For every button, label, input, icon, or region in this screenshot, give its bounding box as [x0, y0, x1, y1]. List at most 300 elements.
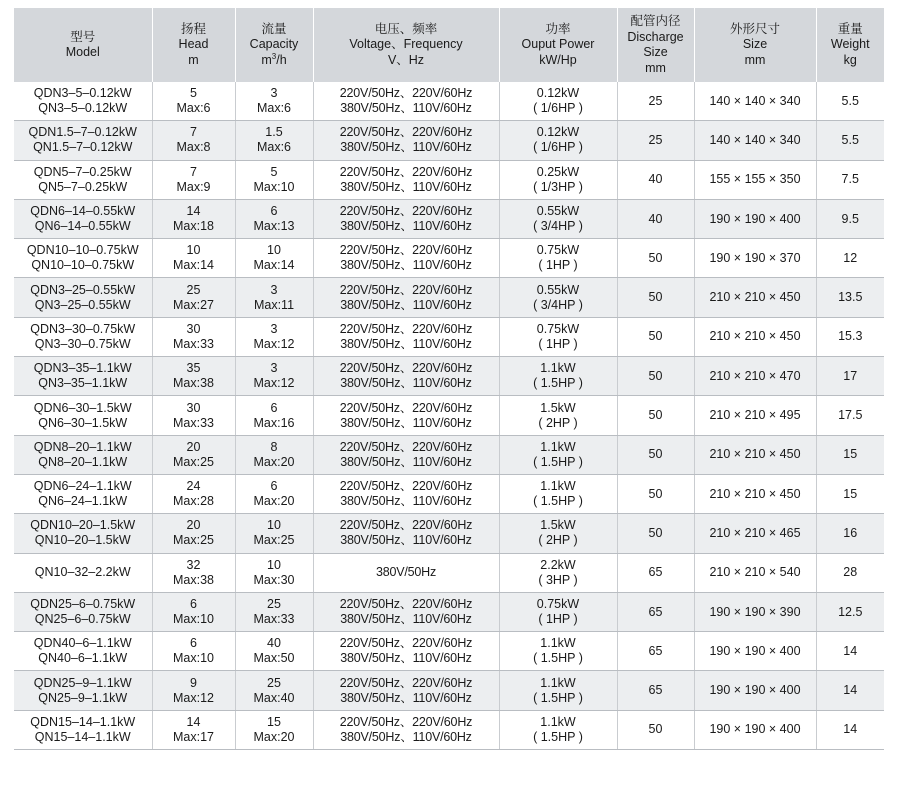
- cell-model: [14, 199, 152, 238]
- discharge-en-label: Discharge Size: [627, 29, 684, 59]
- cell-voltage-line: 380V/50Hz、110V/60Hz: [340, 454, 472, 469]
- cell-power: [499, 592, 617, 631]
- cell-model: [14, 357, 152, 396]
- cell-power-line: 1.1kW: [540, 714, 576, 729]
- cell-power-line: ( 1.5HP ): [533, 729, 583, 744]
- cell-head-line: Max:27: [173, 297, 214, 312]
- cell-head-line: 32: [186, 557, 201, 572]
- cell-capacity: [235, 474, 313, 513]
- table-row: [14, 317, 884, 356]
- cell-voltage-line: 380V/50Hz: [375, 565, 437, 580]
- cell-voltage-line: 380V/50Hz、110V/60Hz: [340, 297, 472, 312]
- cell-model: [14, 317, 152, 356]
- cell-discharge: 50: [617, 317, 694, 356]
- cell-model-line: QN3–25–0.55kW: [34, 297, 131, 312]
- cell-head-line: Max:17: [173, 729, 214, 744]
- table-row: [14, 632, 884, 671]
- cell-head-line: Max:12: [173, 690, 214, 705]
- cell-capacity: [235, 514, 313, 553]
- header-voltage: 电压、频率 Voltage、Frequency V、Hz: [313, 8, 499, 82]
- cell-model-line: QN25–6–0.75kW: [34, 612, 131, 626]
- cell-power-line: ( 1HP ): [538, 336, 578, 351]
- table-row: [14, 710, 884, 749]
- cell-power-line: 1.5kW: [540, 400, 576, 415]
- cell-head-line: Max:25: [173, 533, 214, 548]
- cell-power-line: 0.75kW: [536, 321, 580, 336]
- cell-head-line: 6: [190, 597, 197, 611]
- cell-model: [14, 514, 152, 553]
- capacity-unit: $m^3/h$: [261, 51, 287, 67]
- cell-power: [499, 357, 617, 396]
- cell-model-line: QDN3–25–0.55kW: [30, 282, 136, 297]
- cell-weight: 16: [816, 514, 884, 553]
- cell-power-line: ( 1.5HP ): [533, 454, 583, 469]
- cell-power: [499, 160, 617, 199]
- cell-size: 190 × 190 × 370: [694, 239, 816, 278]
- cell-model-line: QN6–24–1.1kW: [38, 494, 128, 509]
- cell-size: 155 × 155 × 350: [694, 160, 816, 199]
- cell-capacity-line: Max:33: [253, 612, 295, 626]
- cell-voltage: [313, 592, 499, 631]
- cell-capacity: [235, 632, 313, 671]
- cell-model: [14, 553, 152, 592]
- cell-power-line: ( 1.5HP ): [533, 494, 583, 509]
- header-model: 型号 Model: [14, 8, 152, 82]
- cell-power-line: 0.55kW: [536, 204, 580, 219]
- cell-power-line: 2.2kW: [540, 557, 576, 572]
- header-capacity: 流量 Capacity $m^3/h$: [235, 8, 313, 82]
- cell-model-line: QN5–7–0.25kW: [38, 179, 128, 194]
- cell-capacity-line: Max:50: [253, 651, 295, 666]
- cell-voltage: [313, 278, 499, 317]
- cell-capacity: [235, 199, 313, 238]
- cell-weight: 15: [816, 435, 884, 474]
- header-size: 外形尺寸 Size mm: [694, 8, 816, 82]
- cell-size: 190 × 190 × 400: [694, 632, 816, 671]
- cell-voltage-line: 380V/50Hz、110V/60Hz: [340, 651, 472, 666]
- cell-capacity: [235, 317, 313, 356]
- cell-capacity: [235, 239, 313, 278]
- cell-voltage-line: 220V/50Hz、220V/60Hz: [339, 361, 473, 376]
- cell-model-line: QDN25–6–0.75kW: [30, 597, 136, 611]
- cell-head-line: 9: [190, 675, 197, 690]
- cell-voltage-line: 220V/50Hz、220V/60Hz: [339, 597, 473, 611]
- cell-head: [152, 82, 235, 121]
- cell-weight: 28: [816, 553, 884, 592]
- cell-discharge: 65: [617, 671, 694, 710]
- cell-voltage-line: 220V/50Hz、220V/60Hz: [339, 204, 473, 219]
- cell-size: 210 × 210 × 450: [694, 474, 816, 513]
- cell-capacity-line: 3: [270, 321, 278, 336]
- cell-voltage-line: 380V/50Hz、110V/60Hz: [340, 376, 472, 391]
- cell-size: 190 × 190 × 390: [694, 592, 816, 631]
- cell-discharge: 25: [617, 121, 694, 160]
- cell-model: [14, 671, 152, 710]
- cell-head: [152, 199, 235, 238]
- cell-head-line: Max:25: [173, 454, 214, 469]
- cell-capacity-line: 10: [267, 243, 281, 258]
- cell-power: [499, 514, 617, 553]
- spec-table-container: [14, 8, 884, 750]
- cell-head: [152, 121, 235, 160]
- cell-weight: 17.5: [816, 396, 884, 435]
- cell-capacity-line: 3: [270, 361, 278, 376]
- cell-capacity-line: Max:6: [256, 101, 292, 116]
- table-row: [14, 160, 884, 199]
- cell-capacity-line: 10: [267, 518, 281, 533]
- cell-voltage-line: 220V/50Hz、220V/60Hz: [339, 518, 473, 533]
- cell-weight: 14: [816, 710, 884, 749]
- cell-power-line: 1.1kW: [540, 636, 576, 651]
- cell-capacity-line: 5: [270, 164, 278, 179]
- cell-voltage-line: 220V/50Hz、220V/60Hz: [339, 86, 473, 101]
- cell-voltage: [313, 514, 499, 553]
- cell-power-line: ( 1.5HP ): [533, 651, 583, 666]
- cell-head: [152, 357, 235, 396]
- cell-discharge: 65: [617, 632, 694, 671]
- cell-size: 210 × 210 × 470: [694, 357, 816, 396]
- table-row: [14, 121, 884, 160]
- cell-discharge: 50: [617, 435, 694, 474]
- cell-power: [499, 317, 617, 356]
- cell-capacity-line: 3: [270, 86, 278, 101]
- cell-weight: 15: [816, 474, 884, 513]
- cell-capacity: [235, 592, 313, 631]
- cell-power: [499, 396, 617, 435]
- cell-power-line: ( 1/6HP ): [533, 101, 583, 116]
- cell-capacity-line: 25: [267, 597, 281, 611]
- header-weight: 重量 Weight kg: [816, 8, 884, 82]
- cell-model-line: QDN10–20–1.5kW: [30, 518, 136, 533]
- cell-weight: 5.5: [816, 121, 884, 160]
- cell-power-line: ( 3/4HP ): [533, 219, 583, 234]
- cell-head: [152, 160, 235, 199]
- cell-model-line: QDN3–30–0.75kW: [30, 321, 136, 336]
- table-row: [14, 357, 884, 396]
- cell-capacity: [235, 357, 313, 396]
- cell-voltage: [313, 357, 499, 396]
- cell-voltage-line: 380V/50Hz、110V/60Hz: [340, 140, 472, 155]
- cell-capacity-line: Max:6: [256, 140, 292, 155]
- cell-capacity-line: Max:30: [253, 572, 295, 587]
- cell-discharge: 50: [617, 278, 694, 317]
- table-row: [14, 474, 884, 513]
- cell-model-line: QDN3–35–1.1kW: [33, 361, 132, 376]
- cell-head: [152, 474, 235, 513]
- cell-head-line: Max:33: [173, 415, 214, 430]
- cell-power-line: ( 2HP ): [538, 415, 578, 430]
- cell-power-line: 0.12kW: [536, 86, 580, 101]
- cell-head-line: Max:33: [173, 336, 214, 351]
- cell-capacity: [235, 553, 313, 592]
- cell-capacity-line: Max:12: [253, 336, 295, 351]
- cell-size: 210 × 210 × 450: [694, 435, 816, 474]
- cell-weight: 14: [816, 632, 884, 671]
- cell-model: [14, 474, 152, 513]
- cell-model-line: QDN6–24–1.1kW: [33, 479, 132, 494]
- cell-model-line: QN3–5–0.12kW: [38, 101, 128, 116]
- cell-model-line: QDN40–6–1.1kW: [33, 636, 132, 651]
- table-row: [14, 514, 884, 553]
- cell-model-line: QN6–30–1.5kW: [38, 415, 128, 430]
- cell-voltage-line: 220V/50Hz、220V/60Hz: [339, 164, 473, 179]
- cell-voltage: [313, 553, 499, 592]
- cell-size: 210 × 210 × 465: [694, 514, 816, 553]
- cell-voltage: [313, 671, 499, 710]
- cell-head-line: 6: [190, 636, 197, 651]
- cell-head-line: Max:10: [173, 651, 214, 666]
- cell-discharge: 50: [617, 474, 694, 513]
- cell-model: [14, 160, 152, 199]
- cell-size: 190 × 190 × 400: [694, 710, 816, 749]
- cell-capacity-line: 25: [267, 675, 281, 690]
- cell-voltage-line: 380V/50Hz、110V/60Hz: [340, 179, 472, 194]
- cell-model-line: QDN15–14–1.1kW: [30, 714, 136, 729]
- cell-voltage-line: 380V/50Hz、110V/60Hz: [340, 219, 472, 234]
- cell-weight: 12.5: [816, 592, 884, 631]
- cell-power: [499, 553, 617, 592]
- cell-voltage-line: 220V/50Hz、220V/60Hz: [339, 125, 473, 140]
- cell-size: 140 × 140 × 340: [694, 121, 816, 160]
- cell-model-line: QDN6–14–0.55kW: [30, 204, 136, 219]
- cell-power-line: ( 2HP ): [538, 533, 578, 548]
- cell-weight: 17: [816, 357, 884, 396]
- cell-power-line: ( 1.5HP ): [533, 690, 583, 705]
- cell-model: [14, 710, 152, 749]
- cell-voltage-line: 380V/50Hz、110V/60Hz: [340, 690, 472, 705]
- cell-voltage-line: 380V/50Hz、110V/60Hz: [340, 729, 472, 744]
- cell-head-line: 35: [186, 361, 201, 376]
- cell-model-line: QDN6–30–1.5kW: [33, 400, 132, 415]
- cell-capacity: [235, 671, 313, 710]
- cell-head: [152, 553, 235, 592]
- cell-head-line: Max:10: [173, 612, 214, 626]
- cell-head-line: 7: [190, 164, 197, 179]
- cell-discharge: 50: [617, 357, 694, 396]
- table-row: [14, 278, 884, 317]
- cell-model-line: QN10–20–1.5kW: [34, 533, 131, 548]
- cell-model: [14, 82, 152, 121]
- cell-voltage: [313, 396, 499, 435]
- cell-capacity-line: Max:20: [253, 454, 295, 469]
- cell-power-line: ( 3/4HP ): [533, 297, 583, 312]
- cell-power: [499, 632, 617, 671]
- cell-model-line: QN1.5–7–0.12kW: [33, 140, 133, 155]
- table-header-row: [14, 8, 884, 82]
- cell-power: [499, 278, 617, 317]
- cell-head-line: 30: [186, 400, 201, 415]
- cell-model-line: QDN5–7–0.25kW: [33, 164, 132, 179]
- cell-power-line: ( 1HP ): [538, 258, 578, 273]
- cell-power-line: ( 1HP ): [538, 612, 578, 626]
- table-row: [14, 239, 884, 278]
- cell-capacity-line: Max:40: [253, 690, 295, 705]
- cell-voltage-line: 380V/50Hz、110V/60Hz: [340, 258, 472, 273]
- cell-head-line: Max:9: [176, 179, 211, 194]
- cell-voltage: [313, 121, 499, 160]
- cell-voltage-line: 380V/50Hz、110V/60Hz: [340, 415, 472, 430]
- cell-voltage: [313, 82, 499, 121]
- cell-voltage-line: 220V/50Hz、220V/60Hz: [339, 675, 473, 690]
- cell-capacity: [235, 82, 313, 121]
- cell-head-line: Max:14: [173, 258, 214, 273]
- table-row: [14, 396, 884, 435]
- cell-voltage-line: 220V/50Hz、220V/60Hz: [339, 321, 473, 336]
- cell-discharge: 65: [617, 592, 694, 631]
- cell-power-line: 0.55kW: [536, 282, 580, 297]
- cell-voltage-line: 380V/50Hz、110V/60Hz: [340, 612, 472, 626]
- cell-discharge: 65: [617, 553, 694, 592]
- cell-voltage-line: 380V/50Hz、110V/60Hz: [340, 336, 472, 351]
- cell-model-line: QN10–10–0.75kW: [31, 258, 135, 273]
- cell-head-line: 5: [190, 86, 197, 101]
- cell-model-line: QN3–30–0.75kW: [34, 336, 131, 351]
- cell-power: [499, 474, 617, 513]
- cell-weight: 9.5: [816, 199, 884, 238]
- cell-head-line: 10: [186, 243, 201, 258]
- header-power: 功率 Ouput Power kW/Hp: [499, 8, 617, 82]
- header-head: 扬程 Head m: [152, 8, 235, 82]
- cell-voltage-line: 220V/50Hz、220V/60Hz: [339, 714, 473, 729]
- cell-power-line: ( 3HP ): [538, 572, 578, 587]
- cell-model-line: QDN3–5–0.12kW: [33, 86, 132, 101]
- cell-power-line: 1.1kW: [540, 479, 576, 494]
- cell-head: [152, 317, 235, 356]
- cell-voltage-line: 220V/50Hz、220V/60Hz: [339, 400, 473, 415]
- cell-power-line: 0.75kW: [536, 597, 580, 611]
- table-row: [14, 592, 884, 631]
- table-row: [14, 553, 884, 592]
- cell-size: 210 × 210 × 450: [694, 317, 816, 356]
- cell-capacity: [235, 435, 313, 474]
- cell-head: [152, 278, 235, 317]
- cell-voltage: [313, 632, 499, 671]
- cell-capacity-line: 6: [270, 204, 278, 219]
- cell-model-line: QN25–9–1.1kW: [38, 690, 128, 705]
- cell-head: [152, 592, 235, 631]
- cell-capacity: [235, 160, 313, 199]
- cell-capacity-line: Max:11: [253, 297, 295, 312]
- cell-size: 210 × 210 × 495: [694, 396, 816, 435]
- cell-power-line: 0.12kW: [536, 125, 580, 140]
- cell-capacity-line: 8: [270, 439, 278, 454]
- cell-capacity: [235, 710, 313, 749]
- cell-capacity: [235, 396, 313, 435]
- cell-model: [14, 278, 152, 317]
- cell-model-line: QN10–32–2.2kW: [34, 565, 131, 580]
- cell-voltage: [313, 160, 499, 199]
- cell-voltage-line: 220V/50Hz、220V/60Hz: [339, 439, 473, 454]
- cell-power: [499, 710, 617, 749]
- cell-head: [152, 632, 235, 671]
- cell-power: [499, 121, 617, 160]
- cell-model-line: QDN8–20–1.1kW: [33, 439, 132, 454]
- cell-weight: 7.5: [816, 160, 884, 199]
- table-row: [14, 199, 884, 238]
- cell-capacity-line: 3: [270, 282, 278, 297]
- cell-size: 190 × 190 × 400: [694, 199, 816, 238]
- cell-voltage-line: 380V/50Hz、110V/60Hz: [340, 101, 472, 116]
- cell-capacity-line: Max:20: [253, 729, 295, 744]
- cell-head-line: 20: [186, 518, 201, 533]
- cell-power-line: 0.75kW: [536, 243, 580, 258]
- cell-voltage: [313, 239, 499, 278]
- cell-discharge: 50: [617, 514, 694, 553]
- cell-power-line: 1.1kW: [540, 439, 576, 454]
- cell-model-line: QDN25–9–1.1kW: [33, 675, 132, 690]
- pump-spec-table: [14, 8, 884, 750]
- cell-capacity-line: Max:25: [253, 533, 295, 548]
- cell-head-line: 25: [186, 282, 201, 297]
- cell-discharge: 40: [617, 199, 694, 238]
- cell-head-line: 7: [190, 125, 197, 140]
- cell-head-line: Max:8: [176, 140, 211, 155]
- cell-head-line: 14: [186, 204, 201, 219]
- cell-capacity-line: 10: [267, 557, 281, 572]
- cell-head-line: 24: [186, 479, 201, 494]
- cell-head-line: Max:18: [173, 219, 214, 234]
- cell-voltage-line: 380V/50Hz、110V/60Hz: [340, 494, 472, 509]
- cell-capacity-line: Max:14: [253, 258, 295, 273]
- cell-head-line: 14: [186, 714, 201, 729]
- cell-discharge: 50: [617, 710, 694, 749]
- cell-head-line: 30: [186, 321, 201, 336]
- cell-model: [14, 121, 152, 160]
- cell-head-line: Max:6: [176, 101, 211, 116]
- cell-capacity-line: Max:16: [253, 415, 295, 430]
- cell-weight: 15.3: [816, 317, 884, 356]
- cell-power: [499, 435, 617, 474]
- cell-capacity-line: Max:10: [253, 179, 295, 194]
- cell-power: [499, 82, 617, 121]
- cell-voltage-line: 380V/50Hz、110V/60Hz: [340, 533, 472, 548]
- cell-model-line: QN3–35–1.1kW: [38, 376, 128, 391]
- cell-discharge: 50: [617, 396, 694, 435]
- cell-model-line: QN8–20–1.1kW: [38, 454, 128, 469]
- cell-head-line: Max:38: [173, 376, 214, 391]
- cell-size: 140 × 140 × 340: [694, 82, 816, 121]
- cell-capacity-line: 40: [267, 636, 281, 651]
- cell-power-line: ( 1/3HP ): [533, 179, 583, 194]
- cell-power: [499, 239, 617, 278]
- cell-capacity-line: 1.5: [265, 125, 283, 140]
- table-row: [14, 435, 884, 474]
- cell-capacity: [235, 121, 313, 160]
- table-row: [14, 671, 884, 710]
- cell-power-line: 1.5kW: [540, 518, 576, 533]
- cell-size: 190 × 190 × 400: [694, 671, 816, 710]
- cell-model-line: QDN1.5–7–0.12kW: [28, 125, 137, 140]
- cell-model-line: QN15–14–1.1kW: [34, 729, 131, 744]
- cell-voltage: [313, 435, 499, 474]
- cell-power-line: 1.1kW: [540, 361, 576, 376]
- cell-discharge: 25: [617, 82, 694, 121]
- cell-power: [499, 199, 617, 238]
- cell-head: [152, 435, 235, 474]
- cell-discharge: 50: [617, 239, 694, 278]
- header-discharge: 配管内径 Discharge Size mm: [617, 8, 694, 82]
- cell-capacity-line: 6: [270, 479, 278, 494]
- cell-model-line: QDN10–10–0.75kW: [26, 243, 139, 258]
- cell-head: [152, 396, 235, 435]
- cell-weight: 5.5: [816, 82, 884, 121]
- cell-voltage: [313, 710, 499, 749]
- cell-head-line: 20: [186, 439, 201, 454]
- cell-size: 210 × 210 × 540: [694, 553, 816, 592]
- table-row: [14, 82, 884, 121]
- cell-capacity-line: Max:13: [253, 219, 295, 234]
- cell-voltage: [313, 199, 499, 238]
